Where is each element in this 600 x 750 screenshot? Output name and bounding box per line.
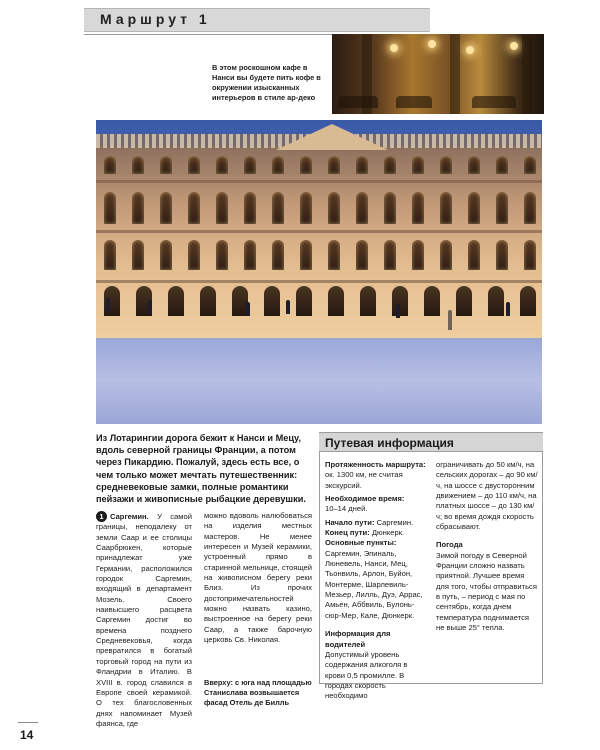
- drivers-heading: Информация для водителей: [325, 629, 391, 649]
- info-column-1: [325, 460, 429, 702]
- points-label: Основные пункты:: [325, 538, 397, 548]
- start-value: Саргемин.: [376, 517, 414, 527]
- info-panel-title: Путевая информация: [319, 432, 543, 452]
- speed-limits-text: ограничивать до 50 км/ч, на сельских дорогах – до 90 км/ч, на шоссе с двусторонним движением – до 110 км/ч, на платных шоссе – до 130 км/ч; во время дождя скорость сбрасывают.: [436, 460, 538, 532]
- article-column-2: можно вдоволь налюбоваться на изделия местных мастеров. Не менее интересен и Музей керамики, устроенный прямо в старинной мельнице, стоящей на живописном берегу реки Близ. Из прочих достопримечательностей можно назвать казино, выстроенное на берегу реки Саар, а также барочную церковь Св. Николая.: [204, 511, 312, 645]
- main-photo-caption: Вверху: с юга над площадью Станислава возвышается фасад Отель де Билль: [204, 678, 312, 707]
- time-label: Необходимое время:: [325, 494, 405, 504]
- time-value: 10–14 дней.: [325, 504, 368, 514]
- end-label: Конец пути:: [325, 528, 370, 538]
- start-label: Начало пути:: [325, 517, 375, 527]
- info-column-2: [436, 460, 538, 634]
- end-value: Дюнкерк.: [371, 528, 405, 538]
- weather-text: Зимой погоду в Северной Франции сложно назвать приятной. Лучшее время для того, чтобы отправиться в путь, – период с мая по сентябрь, когда днем температура поднимается не выше 25° тепла.: [436, 550, 537, 633]
- footer-divider: [18, 722, 38, 723]
- weather-heading: Погода: [436, 540, 463, 550]
- points-value: Саргемин, Эпиналь, Люневель, Нанси, Мец, Тьонвиль, Арлон, Буйон, Монтерме, Шарлевиль-Мезьер, Лилль, Дуэ, Аррас, Амьен, Аббвиль, Булонь-сюр-Мер, Кале, Дюнкерк.: [325, 548, 423, 620]
- cafe-interior-photo: [332, 34, 544, 114]
- cafe-photo-caption: В этом роскошном кафе в Нанси вы будете пить кофе в окружении изысканных интерьеров в стиле ар-деко: [212, 63, 321, 102]
- drivers-text: Допустимый уровень содержания алкоголя в крови 0,5 промилле. В городах скорость необходимо: [325, 649, 408, 701]
- hotel-de-ville-photo: [96, 120, 542, 424]
- article-column-1: [96, 511, 192, 729]
- page-number: 14: [20, 728, 34, 742]
- length-value: ок. 1300 км, не считая экскурсий.: [325, 470, 403, 490]
- route-stop-number: 1: [96, 511, 107, 522]
- intro-paragraph: Из Лотарингии дорога бежит к Нанси и Мецу, вдоль северной границы Франции, а потом через Пикардию. Пожалуй, здесь есть все, о чем только может мечтать путешественник: средневековые замки, полные романтики пейзажи и живописные рыбацкие деревушки.: [96, 433, 306, 505]
- length-label: Протяженность маршрута:: [325, 460, 426, 469]
- page-title: Маршрут 1: [100, 11, 211, 27]
- stop-name: Саргемин.: [110, 512, 149, 521]
- article-text-1: У самой границы, неподалеку от земли Саар и ее столицы Саарбрюкен, которые принадлежат уже Германии, расположился городок Саргемин, входящий в департамент Мозель. Своего наивысшего расцвета Саргемин достиг во времена позднего Средневековья, когда превратился в богатый торговый город на пути из Фландрии в Италию. В XVIII в. город славился в Европе своей керамикой. О тех благословенных днях напоминает Музей фаянса, где: [96, 512, 192, 728]
